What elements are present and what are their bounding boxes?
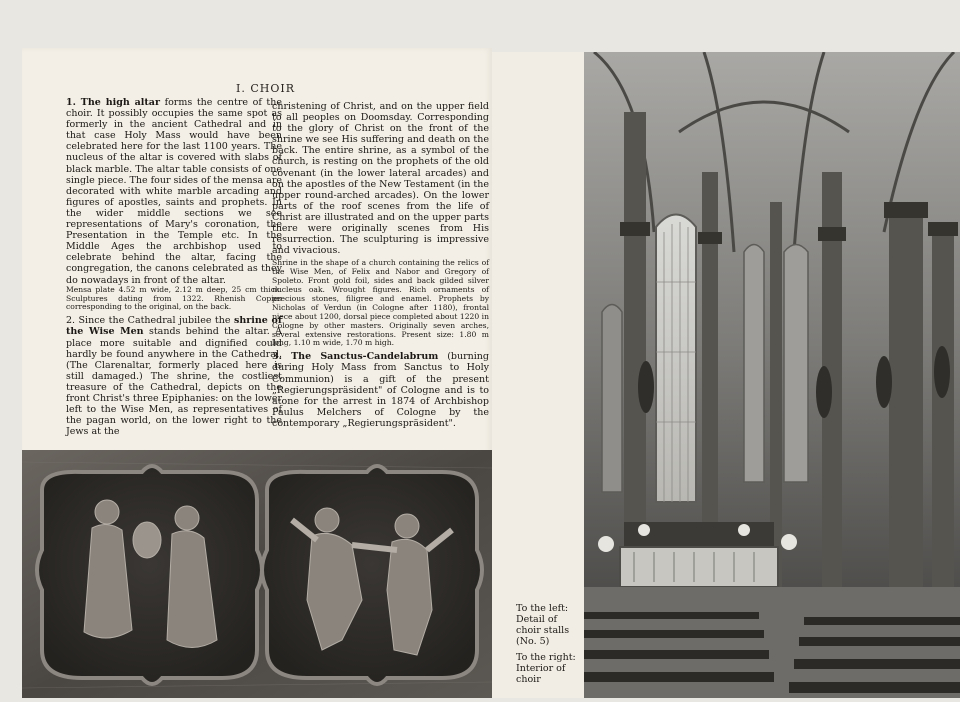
high-altar-title: 1. The high altar <box>66 97 160 108</box>
paragraph-candelabrum <box>272 351 489 429</box>
caption-left-text: Detail of choir stalls (No. 5) <box>516 614 570 647</box>
paragraph-shrine <box>66 315 282 437</box>
left-text-column <box>66 97 282 437</box>
shrine-title: shrine of the Wise Men <box>66 315 282 338</box>
candelabrum-text: (burning during Holy Mass from Sanctus to Holy Communion) is a gift of the present „Regierungspräsident" of Cologne and is to atone for the arrest in 1874 of Archbishop Paulus Melchers of Cologne by the contemporary „Regierungspräsident". <box>272 351 490 429</box>
high-altar-text: forms the centre of the choir. It possibly occupies the same spot as formerly in the ancient Cathedral and in that case Holy Mass would have been celebrated here for the last 1100 years. The nucleus of the altar is covered with slabs of black marble. The altar table consists of one single piece. The four sides of the mensa are decorated with white marble arcading and figures of apostles, saints and prophets. In the wider middle sections we see representations of Mary's coronation, the Presentation in the Temple etc. In the Middle Ages the archbishop used to celebrate behind the altar, facing the congregation, the canons celebrated as they do nowadays in front of the altar. <box>66 97 283 286</box>
shrine-continued: christening of Christ, and on the upper field to all peoples on Doomsday. Corresponding to the glory of Christ on the front of the shrine we see His suffering and death on the back. The entire shrine, as a symbol of the church, is resting on the prophets of the old covenant (in the lower lateral arcades) and on the apostles of the New Testament (in the upper round-arched arcades). On the lower parts of the roof scenes from the life of Christ are illustrated and on the upper parts there were originally scenes from His resurrection. The sculpturing is impressive and vivacious. <box>272 101 489 257</box>
shrine-intro: 2. Since the Cathedral jubilee the <box>66 315 234 327</box>
caption-left-image <box>516 603 582 647</box>
high-altar-note: Mensa plate 4.52 m wide, 2.12 m deep, 25 cm thick. Sculptures dating from 1322. Rhenish Copies corresponding to the original, on the back. <box>66 284 282 312</box>
caption-right-image <box>516 652 582 685</box>
choir-stall-carving-image <box>22 450 492 698</box>
caption-right-text: Interior of choir <box>516 663 566 685</box>
caption-left-label: To the left: <box>516 603 569 614</box>
candelabrum-title: 3. The Sanctus-Candelabrum <box>272 351 439 363</box>
paragraph-high-altar <box>66 97 282 286</box>
right-text-column <box>272 101 489 429</box>
section-heading: I. CHOIR <box>236 82 295 95</box>
shrine-note: Shrine in the shape of a church containing the relics of the Wise Men, of Felix and Nabor and Gregory of Spoleto. Front gold foil, sides and back gilded silver nucleus oak. Wrought figures. Rich ornaments of precious stones, filigree and enamel. Prophets by Nicholas of Verdun (in Cologne after 1180), frontal piece about 1200, dorsal piece completed about 1220 in Cologne by other masters. Originally seven arches, several extensive restorations. Present size: 1.80 m long, 1.10 m wide, 1.70 m high. <box>272 258 489 348</box>
middle-page <box>492 52 584 698</box>
caption-right-label: To the right: <box>516 652 576 663</box>
cathedral-choir-interior-image <box>584 52 960 698</box>
shrine-text: stands behind the altar. A place more suitable and dignified could hardly be found anywhere in the Cathedral. (The Clarenaltar, formerly placed here is still damaged.) The shrine, the costliest treasure of the Cathedral, depicts on the front Christ's three Epiphanies: on the lower left to the Wise Men, as representatives of the pagan world, on the lower right to the Jews at the <box>66 326 282 438</box>
